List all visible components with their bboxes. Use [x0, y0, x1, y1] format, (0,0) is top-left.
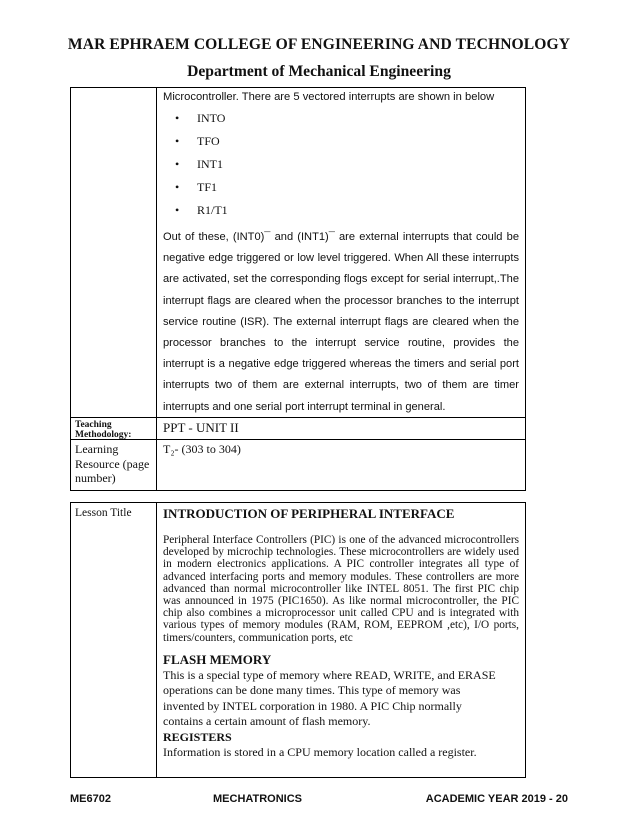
bullet-icon: •	[175, 180, 180, 194]
teaching-label: Teaching Methodology:	[71, 418, 157, 439]
resource-value: T₂- (303 to 304)	[163, 442, 241, 456]
unit-table	[70, 87, 526, 491]
list-item: • INT1	[163, 153, 519, 176]
lesson-row	[71, 503, 525, 777]
flash-line: This is a special type of memory where READ, WRITE, and ERASE	[163, 667, 496, 682]
bullet-icon: •	[175, 203, 180, 217]
intro-text: Microcontroller. There are 5 vectored interrupts are shown in below	[163, 91, 495, 103]
bullet-icon: •	[175, 157, 180, 171]
teaching-row	[71, 417, 525, 439]
course-subject: MECHATRONICS	[213, 793, 303, 805]
lesson-table	[70, 502, 526, 778]
pic-paragraph: Peripheral Interface Controllers (PIC) is one of the advanced microcontrollers developed by microchip technologies. These microcontrollers are widely used in modern electronics applications. A PIC controller integrates all type of advanced interfacing ports and memory modules. These controllers are more advanced than normal microcontroller like INTEL 8051. The first PIC chip was announced in 1975 (PIC1650). As like normal microcontroller, the PIC chip also combines a microprocessor unit called CPU and is integrated with various types of memory modules (RAM, ROM, EEPROM ,etc), I/O ports, timers/counters, communication ports, etc	[163, 534, 519, 644]
empty-label-cell	[71, 88, 157, 417]
registers-line: Information is stored in a CPU memory location called a register.	[163, 744, 477, 759]
content-row	[71, 88, 525, 417]
list-item: • R1/T1	[163, 199, 519, 222]
academic-year: ACADEMIC YEAR 2019 - 20	[425, 793, 568, 805]
interrupt-paragraph: Out of these, (INT0)¯ and (INT1)¯ are external interrupts that could be negative edge triggered or low level triggered. When All these interrupts are activated, set the corresponding flogs except for serial interrupt,.The interrupt flags are cleared when the processor branches to the interrupt service routine (ISR). The external interrupt flags are cleared when the processor branches to the interrupt service routine, provides the interrupt is a negative edge triggered whereas the timers and serial port interrupts two of them are external interrupts, two of them are timer interrupts and one serial port interrupt terminal in general.	[163, 231, 519, 413]
bullet-icon: •	[175, 134, 180, 148]
flash-line: invented by INTEL corporation in 1980. A PIC Chip normally	[163, 698, 462, 713]
lesson-content	[157, 503, 525, 777]
registers-heading: REGISTERS	[163, 729, 232, 744]
lesson-label: Lesson Title	[71, 503, 157, 777]
resource-label: Learning Resource (page number)	[71, 440, 157, 490]
interrupt-list	[163, 107, 519, 222]
list-item: • INTO	[163, 107, 519, 130]
flash-line: contains a certain amount of flash memory.	[163, 714, 371, 729]
flash-heading: FLASH MEMORY	[163, 651, 272, 667]
course-code: ME6702	[70, 793, 111, 805]
list-item: • TFO	[163, 130, 519, 153]
flash-line: operations can be done many times. This type of memory was	[163, 683, 461, 698]
college-name: MAR EPHRAEM COLLEGE OF ENGINEERING AND TECHNOLOGY	[67, 36, 571, 53]
list-item: • TF1	[163, 176, 519, 199]
bullet-icon: •	[175, 111, 180, 125]
resource-row	[71, 439, 525, 490]
teaching-value: PPT - UNIT II	[163, 420, 239, 435]
department-name: Department of Mechanical Engineering	[187, 63, 451, 80]
lesson-title: INTRODUCTION OF PERIPHERAL INTERFACE	[163, 506, 455, 521]
content-cell	[157, 88, 525, 417]
